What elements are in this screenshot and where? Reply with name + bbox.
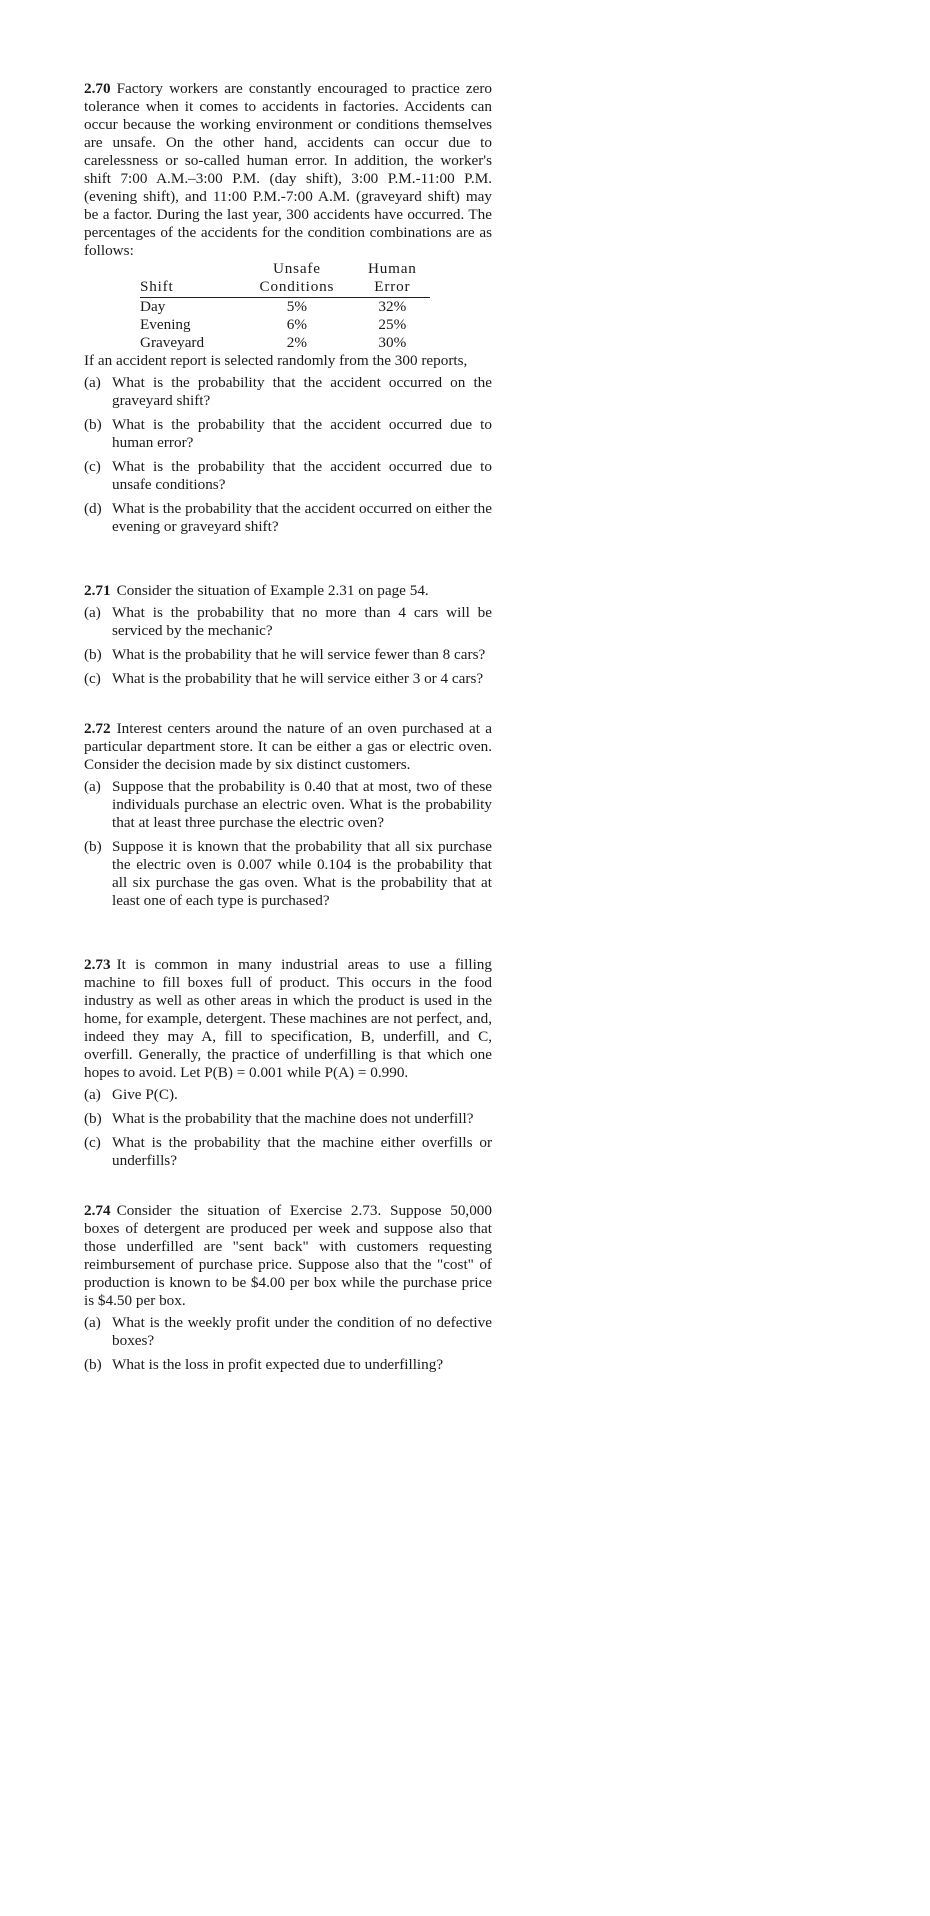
exercise-intro [84,956,492,1082]
exercise-text: Factory workers are constantly encouraged to practice zero tolerance when it comes to accidents in factories. Accidents can occur because the working environment or conditions themselves are unsafe. On the other hand, accidents can occur due to carelessness or so-called human error. In addition, the worker's shift 7:00 A.M.–3:00 P.M. (day shift), 3:00 P.M.-11:00 P.M. (evening shift), and 11:00 P.M.-7:00 A.M. (graveyard shift) may be a factor. During the last year, 300 accidents have occurred. The percentages of the accidents for the condition combinations are as follows: [84,80,492,259]
exercise-column [84,80,492,1380]
exercise-intro [84,582,492,600]
exercise-intro [84,720,492,774]
part-text: Give P(C). [112,1086,178,1103]
cell-human: 25% [378,316,407,333]
part-label: (c) [84,670,101,687]
exercise-number: 2.74 [84,1202,111,1219]
exercise-number: 2.72 [84,720,111,737]
part-text: What is the probability that he will service fewer than 8 cars? [112,646,486,663]
exercise-text: Consider the situation of Exercise 2.73. Suppose 50,000 boxes of detergent are produced per week and suppose also that those underfilled are "sent back" with customers requesting reimbursement of purchase price. Suppose also that the "cost" of production is known to be $4.00 per box while the purchase price is $4.50 per box. [84,1202,492,1309]
part-item [84,1086,492,1104]
table-row [140,298,430,317]
exercise-parts [84,1314,492,1374]
part-label: (c) [84,458,101,475]
part-label: (c) [84,1134,101,1151]
part-label: (a) [84,374,101,391]
part-text: What is the probability that the accident occurred due to human error? [112,416,492,451]
part-item [84,604,492,640]
exercise-2-71 [84,582,492,688]
exercise-number: 2.73 [84,956,111,973]
part-text: What is the probability that the accident occurred on either the evening or graveyard shift? [112,500,492,535]
part-text: What is the probability that no more than 4 cars will be serviced by the mechanic? [112,604,492,639]
header-shift: Shift [140,278,239,298]
cell-shift: Evening [140,316,191,333]
exercise-text: It is common in many industrial areas to use a filling machine to fill boxes full of product. This occurs in the food industry as well as other areas in which the product is used in the home, for example, detergent. These machines are not perfect, and, indeed they may A, fill to specification, B, underfill, and C, overfill. Generally, the practice of underfilling is that which one hopes to avoid. Let P(B) = 0.001 while P(A) = 0.990. [84,956,492,1081]
part-text: What is the loss in profit expected due to underfilling? [112,1356,444,1373]
exercise-intro [84,1202,492,1310]
part-label: (d) [84,500,102,517]
part-item [84,646,492,664]
header-unsafe-bottom: Conditions [239,278,355,298]
part-label: (b) [84,646,102,663]
exercise-intro [84,80,492,260]
table-row [140,316,430,334]
part-label: (b) [84,416,102,433]
part-label: (b) [84,838,102,855]
exercise-text: Consider the situation of Example 2.31 on page 54. [116,582,429,599]
part-item [84,374,492,410]
part-item [84,1314,492,1350]
exercise-number: 2.70 [84,80,111,97]
part-label: (a) [84,1314,101,1331]
part-item [84,458,492,494]
header-human-top: Human [367,260,417,277]
cell-unsafe: 6% [286,316,307,333]
cell-shift: Day [140,298,166,315]
cell-human: 30% [378,334,407,351]
exercise-2-70 [84,80,492,536]
exercise-2-74 [84,1202,492,1374]
part-text: What is the probability that the accident occurred due to unsafe conditions? [112,458,492,493]
part-label: (b) [84,1356,102,1373]
part-text: What is the probability that the accident occurred on the graveyard shift? [112,374,492,409]
part-text: What is the probability that he will service either 3 or 4 cars? [112,670,484,687]
part-item [84,1356,492,1374]
part-item [84,778,492,832]
exercise-parts [84,604,492,688]
header-human-bottom: Error [355,278,430,298]
part-item [84,1134,492,1170]
part-item [84,500,492,536]
cell-unsafe: 5% [286,298,307,315]
header-unsafe-top: Unsafe [272,260,321,277]
part-item [84,416,492,452]
exercise-text: Interest centers around the nature of an oven purchased at a particular department store. It can be either a gas or electric oven. Consider the decision made by six distinct customers. [84,720,492,773]
part-item [84,838,492,910]
part-label: (b) [84,1110,102,1127]
cell-shift: Graveyard [140,334,205,351]
part-text: Suppose it is known that the probability that all six purchase the electric oven is 0.007 while 0.104 is the probability that all six purchase the gas oven. What is the probability that at least one of each type is purchased? [112,838,492,909]
exercise-2-73 [84,956,492,1170]
accident-percentage-table [140,260,430,352]
part-label: (a) [84,604,101,621]
part-label: (a) [84,1086,101,1103]
part-text: Suppose that the probability is 0.40 that at most, two of these individuals purchase an electric oven. What is the probability that at least three purchase the electric oven? [112,778,492,831]
part-item [84,670,492,688]
exercise-parts [84,1086,492,1170]
exercise-number: 2.71 [84,582,111,599]
cell-unsafe: 2% [286,334,307,351]
exercise-parts [84,778,492,910]
table-row [140,334,430,352]
exercise-parts [84,374,492,536]
part-label: (a) [84,778,101,795]
part-text: What is the probability that the machine does not underfill? [112,1110,474,1127]
part-item [84,1110,492,1128]
cell-human: 32% [378,298,407,315]
part-text: What is the probability that the machine either overfills or underfills? [112,1134,492,1169]
exercise-2-72 [84,720,492,910]
table-followup-text: If an accident report is selected randomly from the 300 reports, [84,352,468,369]
part-text: What is the weekly profit under the condition of no defective boxes? [112,1314,492,1349]
